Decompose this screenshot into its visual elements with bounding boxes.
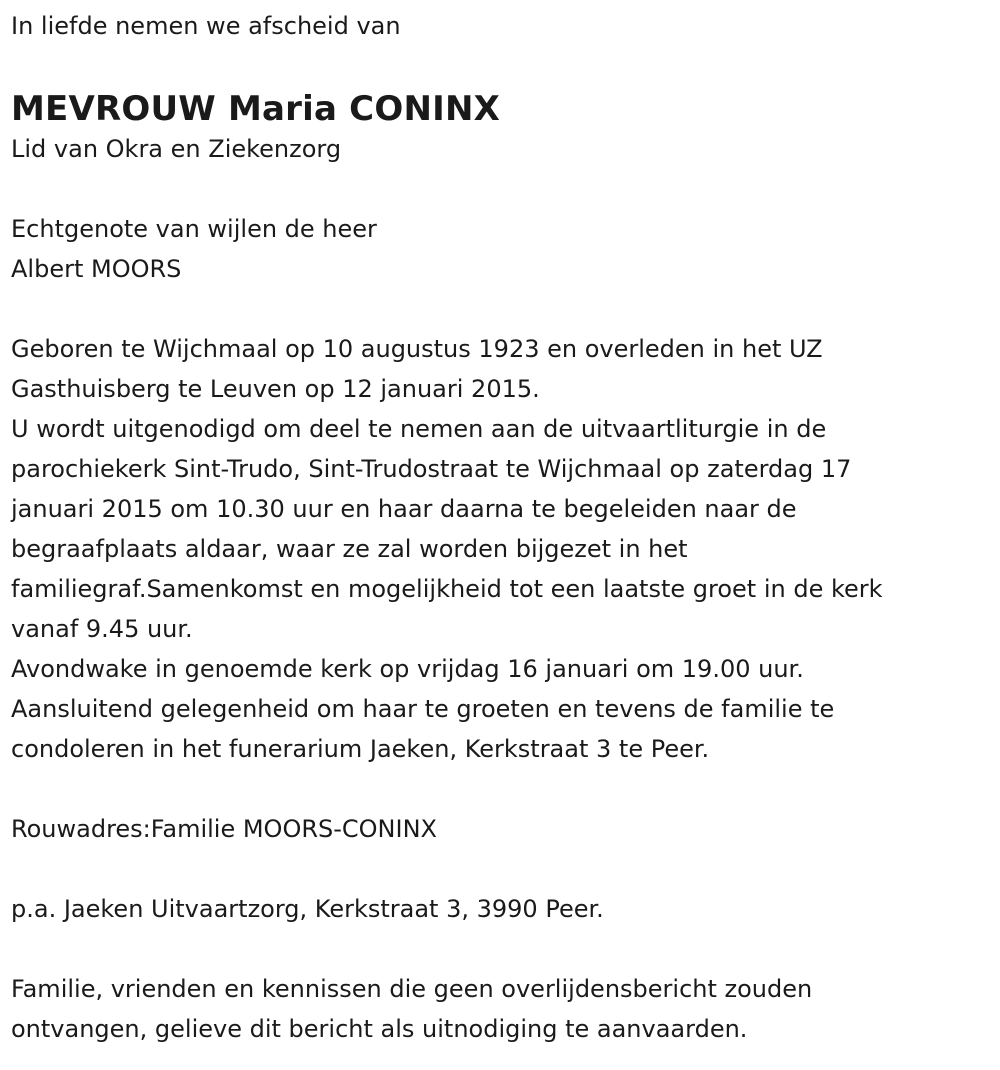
spacer [11,849,990,889]
funeral-paragraph [11,409,990,649]
funeral-line: familiegraf.Samenkomst en mogelijkheid tot een laatste groet in de kerk [11,575,883,603]
spouse-line-2: Albert MOORS [11,255,182,283]
birth-death-paragraph [11,329,990,409]
closing-line: ontvangen, gelieve dit bericht als uitnodiging te aanvaarden. [11,1015,748,1043]
birth-death-line: Geboren te Wijchmaal op 10 augustus 1923 en overleden in het UZ [11,335,823,363]
deceased-name: MEVROUW Maria CONINX [11,89,501,129]
wake-line: Avondwake in genoemde kerk op vrijdag 16 januari om 19.00 uur. [11,655,804,683]
spacer [11,289,990,329]
closing-line: Familie, vrienden en kennissen die geen overlijdensbericht zouden [11,975,813,1003]
funeral-line: januari 2015 om 10.30 uur en haar daarna te begeleiden naar de [11,495,797,523]
spacer [11,169,990,209]
wake-line: Aansluitend gelegenheid om haar te groeten en tevens de familie te [11,695,835,723]
closing-paragraph [11,969,990,1049]
birth-death-line: Gasthuisberg te Leuven op 12 januari 2015. [11,375,540,403]
membership-text: Lid van Okra en Ziekenzorg [11,135,342,163]
funeral-line: begraafplaats aldaar, waar ze zal worden bijgezet in het [11,535,688,563]
intro-text: In liefde nemen we afscheid van [11,12,401,40]
mourning-address: Rouwadres:Familie MOORS-CONINX [11,815,437,843]
funeral-line: parochiekerk Sint-Trudo, Sint-Trudostraat te Wijchmaal op zaterdag 17 [11,455,852,483]
funeral-line: vanaf 9.45 uur. [11,615,193,643]
spacer [11,769,990,809]
wake-line: condoleren in het funerarium Jaeken, Kerkstraat 3 te Peer. [11,735,710,763]
funeral-line: U wordt uitgenodigd om deel te nemen aan de uitvaartliturgie in de [11,415,827,443]
spacer [11,929,990,969]
wake-paragraph [11,649,990,769]
care-of-address: p.a. Jaeken Uitvaartzorg, Kerkstraat 3, 3990 Peer. [11,895,604,923]
spouse-line-1: Echtgenote van wijlen de heer [11,215,377,243]
